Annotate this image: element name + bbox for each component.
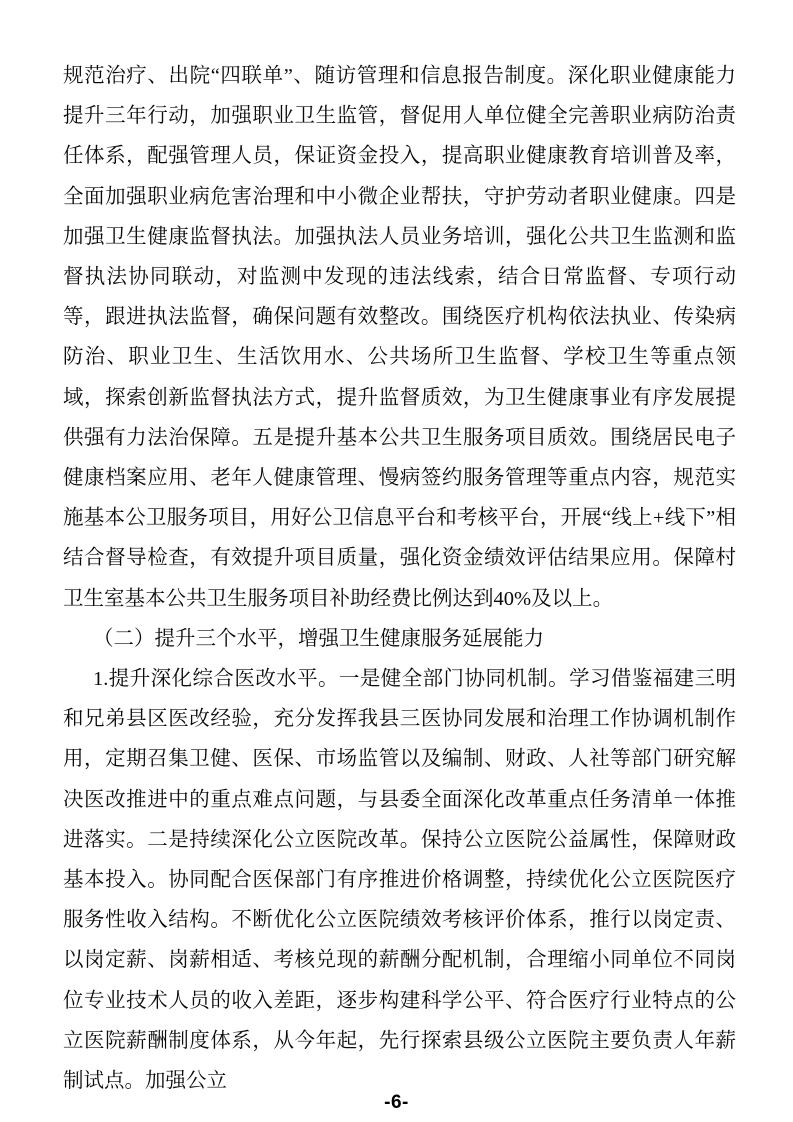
paragraph-continuation: 规范治疗、出院“四联单”、随访管理和信息报告制度。深化职业健康能力提升三年行动，加强职业卫生监管，督促用人单位健全完善职业病防治责任体系，配强管理人员，保证资金投入，提高职业健康教育培训普及率，全面加强职业病危害治理和中小微企业帮扶，守护劳动者职业健康。四是加强卫生健康监督执法。加强执法人员业务培训，强化公共卫生监测和监督执法协同联动，对监测中发现的违法线索，结合日常监督、专项行动等，跟进执法监督，确保问题有效整改。围绕医疗机构依法执业、传染病防治、职业卫生、生活饮用水、公共场所卫生监督、学校卫生等重点领域，探索创新监督执法方式，提升监督质效，为卫生健康事业有序发展提供强有力法治保障。五是提升基本公共卫生服务项目质效。围绕居民电子健康档案应用、老年人健康管理、慢病签约服务管理等重点内容，规范实施基本公卫服务项目，用好公卫信息平台和考核平台，开展“线上+线下”相结合督导检查，有效提升项目质量，强化资金绩效评估结果应用。保障村卫生室基本公共卫生服务项目补助经费比例达到40%及以上。: [63, 65, 736, 610]
paragraph-body: 1.提升深化综合医改水平。一是健全部门协同机制。学习借鉴福建三明和兄弟县区医改经验，充分发挥我县三医协同发展和治理工作协调机制作用，定期召集卫健、医保、市场监管以及编制、财政、人社等部门研究解决医改推进中的重点难点问题，与县委全面深化改革重点任务清单一体推进落实。二是持续深化公立医院改革。保持公立医院公益属性，保障财政基本投入。协同配合医保部门有序推进价格调整，持续优化公立医院医疗服务性收入结构。不断优化公立医院绩效考核评价体系，推行以岗定责、以岗定薪、岗薪相适、考核兑现的薪酬分配机制，合理缩小同单位不同岗位专业技术人员的收入差距，逐步构建科学公平、符合医疗行业特点的公立医院薪酬制度体系，从今年起，先行探索县级公立医院主要负责人年薪制试点。加强公立: [63, 668, 736, 1093]
section-heading: （二）提升三个水平，增强卫生健康服务延展能力: [93, 627, 544, 650]
page-number: -6-: [384, 1092, 409, 1113]
document-body: [63, 56, 736, 1101]
